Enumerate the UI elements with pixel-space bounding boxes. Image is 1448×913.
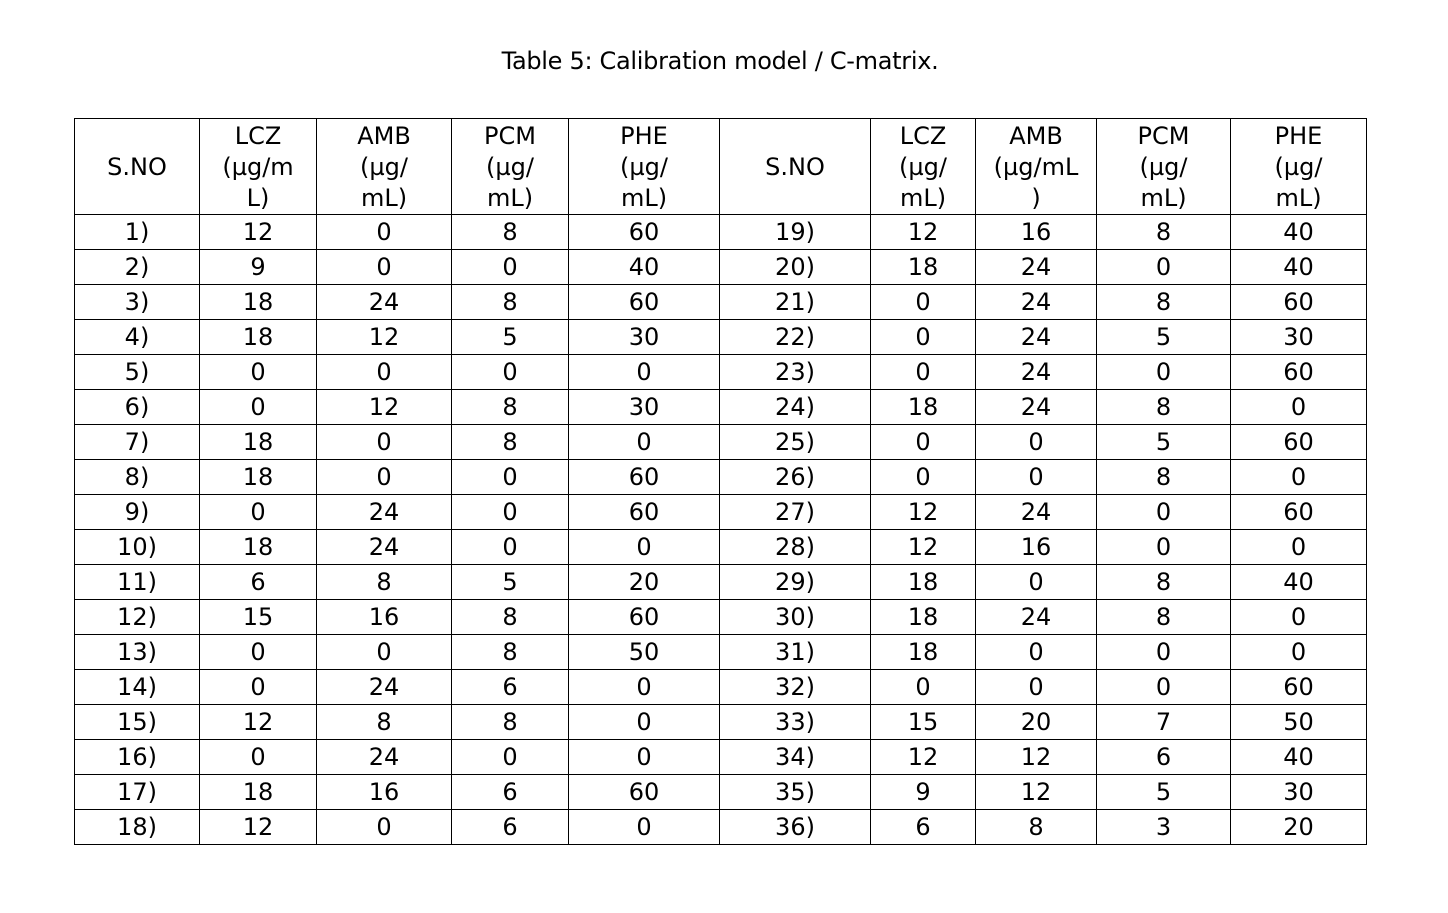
table-row: [75, 495, 1367, 530]
table-cell-pcm-left: 6: [452, 810, 569, 845]
column-header-text: AMB: [1009, 121, 1063, 150]
table-cell-amb-left: 24: [317, 285, 452, 320]
table-cell-amb-left: 24: [317, 530, 452, 565]
table-cell-sno-right: 28): [720, 530, 871, 565]
calibration-table: [74, 118, 1367, 845]
table-cell-sno-left: 9): [75, 495, 200, 530]
table-cell-pcm-left: 0: [452, 355, 569, 390]
table-cell-sno-right: 25): [720, 425, 871, 460]
table-cell-sno-left: 6): [75, 390, 200, 425]
column-header-pcm-right: [1097, 119, 1231, 215]
table-cell-phe-left: 0: [569, 670, 720, 705]
table-cell-amb-left: 8: [317, 705, 452, 740]
table-cell-sno-left: 10): [75, 530, 200, 565]
table-cell-amb-left: 0: [317, 810, 452, 845]
table-cell-amb-right: 24: [976, 285, 1097, 320]
table-cell-sno-right: 22): [720, 320, 871, 355]
table-cell-pcm-left: 0: [452, 740, 569, 775]
table-cell-sno-left: 17): [75, 775, 200, 810]
table-cell-lcz-left: 9: [200, 250, 317, 285]
table-cell-lcz-left: 12: [200, 705, 317, 740]
table-cell-pcm-left: 6: [452, 775, 569, 810]
table-cell-sno-left: 13): [75, 635, 200, 670]
table-cell-lcz-left: 0: [200, 670, 317, 705]
table-cell-amb-right: 24: [976, 390, 1097, 425]
column-header-lcz-left: [200, 119, 317, 215]
table-cell-lcz-left: 6: [200, 565, 317, 600]
table-row: [75, 775, 1367, 810]
table-row: [75, 705, 1367, 740]
table-cell-lcz-left: 18: [200, 320, 317, 355]
table-row: [75, 215, 1367, 250]
table-cell-sno-left: 18): [75, 810, 200, 845]
table-cell-amb-right: 16: [976, 530, 1097, 565]
table-cell-lcz-right: 0: [871, 320, 976, 355]
table-cell-lcz-right: 18: [871, 600, 976, 635]
table-cell-phe-left: 0: [569, 740, 720, 775]
table-cell-lcz-right: 9: [871, 775, 976, 810]
column-header-text: mL): [486, 183, 534, 212]
table-cell-amb-left: 16: [317, 775, 452, 810]
table-row: [75, 740, 1367, 775]
table-cell-pcm-left: 8: [452, 285, 569, 320]
table-cell-phe-left: 50: [569, 635, 720, 670]
table-row: [75, 320, 1367, 355]
table-cell-sno-right: 26): [720, 460, 871, 495]
table-cell-sno-left: 11): [75, 565, 200, 600]
table-cell-sno-left: 15): [75, 705, 200, 740]
table-row: [75, 530, 1367, 565]
table-cell-pcm-right: 8: [1097, 600, 1231, 635]
table-cell-amb-left: 16: [317, 600, 452, 635]
table-cell-amb-left: 12: [317, 390, 452, 425]
column-header-amb-left: [317, 119, 452, 215]
column-header-text: (µg/: [620, 152, 668, 181]
table-cell-phe-right: 30: [1231, 775, 1367, 810]
table-cell-phe-left: 60: [569, 775, 720, 810]
header-row: [75, 119, 1367, 215]
table-cell-sno-left: 12): [75, 600, 200, 635]
table-cell-sno-left: 8): [75, 460, 200, 495]
table-cell-sno-right: 30): [720, 600, 871, 635]
table-cell-lcz-right: 12: [871, 495, 976, 530]
table-cell-lcz-left: 18: [200, 530, 317, 565]
table-title: Table 5: Calibration model / C-matrix.: [501, 47, 939, 75]
table-cell-lcz-right: 18: [871, 390, 976, 425]
table-cell-sno-right: 35): [720, 775, 871, 810]
table-cell-lcz-left: 0: [200, 740, 317, 775]
table-cell-amb-right: 0: [976, 635, 1097, 670]
table-cell-amb-right: 0: [976, 460, 1097, 495]
table-row: [75, 460, 1367, 495]
column-header-phe-left: [569, 119, 720, 215]
table-row: [75, 355, 1367, 390]
column-header-lcz-right: [871, 119, 976, 215]
table-cell-phe-right: 40: [1231, 740, 1367, 775]
table-cell-phe-left: 60: [569, 215, 720, 250]
table-cell-sno-left: 1): [75, 215, 200, 250]
table-cell-phe-right: 0: [1231, 600, 1367, 635]
table-cell-phe-right: 30: [1231, 320, 1367, 355]
table-cell-pcm-left: 8: [452, 425, 569, 460]
column-header-text: (µg/m: [222, 152, 294, 181]
column-header-amb-right: [976, 119, 1097, 215]
table-row: [75, 565, 1367, 600]
table-cell-phe-left: 0: [569, 425, 720, 460]
column-header-text: (µg/: [1139, 152, 1188, 181]
column-header-text: (µg/: [360, 152, 408, 181]
table-cell-pcm-left: 5: [452, 565, 569, 600]
column-header-text: AMB: [357, 121, 411, 150]
table-cell-pcm-left: 5: [452, 320, 569, 355]
column-header-text: S.NO: [107, 152, 167, 181]
column-header-text: (µg/: [899, 152, 947, 181]
table-cell-lcz-right: 0: [871, 425, 976, 460]
table-row: [75, 635, 1367, 670]
table-cell-lcz-right: 12: [871, 530, 976, 565]
table-cell-lcz-left: 0: [200, 390, 317, 425]
table-cell-amb-right: 24: [976, 600, 1097, 635]
table-cell-phe-right: 0: [1231, 390, 1367, 425]
table-cell-phe-right: 40: [1231, 250, 1367, 285]
column-header-text: (µg/: [486, 152, 534, 181]
table-cell-phe-left: 60: [569, 495, 720, 530]
table-cell-pcm-left: 0: [452, 530, 569, 565]
table-cell-sno-right: 23): [720, 355, 871, 390]
table-cell-pcm-right: 7: [1097, 705, 1231, 740]
table-cell-pcm-right: 5: [1097, 320, 1231, 355]
table-cell-phe-right: 60: [1231, 285, 1367, 320]
column-header-text: mL): [899, 183, 947, 212]
table-cell-pcm-right: 8: [1097, 390, 1231, 425]
table-cell-lcz-left: 18: [200, 425, 317, 460]
table-cell-pcm-left: 8: [452, 635, 569, 670]
table-cell-amb-right: 24: [976, 495, 1097, 530]
table-cell-sno-right: 32): [720, 670, 871, 705]
table-cell-phe-left: 30: [569, 320, 720, 355]
table-cell-phe-right: 60: [1231, 425, 1367, 460]
table-cell-sno-left: 2): [75, 250, 200, 285]
table-cell-lcz-right: 6: [871, 810, 976, 845]
column-header-text: LCZ: [899, 121, 947, 150]
table-cell-sno-left: 5): [75, 355, 200, 390]
table-cell-phe-left: 30: [569, 390, 720, 425]
column-header-text: PHE: [620, 121, 668, 150]
table-cell-phe-right: 40: [1231, 215, 1367, 250]
table-cell-phe-right: 0: [1231, 530, 1367, 565]
table-cell-lcz-right: 0: [871, 460, 976, 495]
table-cell-lcz-left: 15: [200, 600, 317, 635]
table-cell-pcm-left: 8: [452, 705, 569, 740]
table-cell-amb-right: 24: [976, 355, 1097, 390]
table-cell-pcm-left: 8: [452, 390, 569, 425]
table-cell-pcm-right: 0: [1097, 530, 1231, 565]
table-cell-amb-right: 0: [976, 425, 1097, 460]
table-cell-pcm-left: 0: [452, 495, 569, 530]
table-cell-amb-left: 0: [317, 460, 452, 495]
table-cell-lcz-left: 0: [200, 495, 317, 530]
table-cell-lcz-right: 0: [871, 285, 976, 320]
table-row: [75, 425, 1367, 460]
table-cell-amb-left: 0: [317, 215, 452, 250]
table-cell-sno-right: 20): [720, 250, 871, 285]
table-cell-sno-right: 19): [720, 215, 871, 250]
table-cell-phe-right: 60: [1231, 495, 1367, 530]
table-cell-amb-right: 8: [976, 810, 1097, 845]
table-cell-pcm-left: 8: [452, 215, 569, 250]
column-header-text: L): [246, 183, 270, 212]
table-cell-amb-left: 0: [317, 425, 452, 460]
column-header-text: mL): [1140, 183, 1187, 212]
table-cell-phe-left: 40: [569, 250, 720, 285]
table-cell-sno-left: 14): [75, 670, 200, 705]
column-header-text: LCZ: [234, 121, 282, 150]
table-cell-lcz-left: 12: [200, 215, 317, 250]
column-header-text: mL): [620, 183, 668, 212]
table-cell-sno-left: 4): [75, 320, 200, 355]
table-cell-phe-right: 0: [1231, 460, 1367, 495]
table-cell-amb-left: 0: [317, 250, 452, 285]
table-cell-lcz-right: 12: [871, 740, 976, 775]
table-cell-sno-right: 31): [720, 635, 871, 670]
table-cell-amb-left: 24: [317, 495, 452, 530]
table-cell-lcz-left: 18: [200, 460, 317, 495]
table-cell-pcm-right: 5: [1097, 425, 1231, 460]
table-cell-amb-right: 12: [976, 775, 1097, 810]
table-cell-pcm-right: 0: [1097, 250, 1231, 285]
table-cell-amb-left: 12: [317, 320, 452, 355]
table-row: [75, 390, 1367, 425]
table-row: [75, 285, 1367, 320]
table-cell-pcm-right: 3: [1097, 810, 1231, 845]
table-body: [75, 215, 1367, 845]
table-cell-phe-left: 0: [569, 355, 720, 390]
table-cell-amb-right: 16: [976, 215, 1097, 250]
table-cell-pcm-right: 0: [1097, 635, 1231, 670]
column-header-sno-left: [75, 119, 200, 215]
table-cell-sno-right: 27): [720, 495, 871, 530]
column-header-text: (µg/mL: [993, 152, 1079, 181]
column-header-text: PHE: [1274, 121, 1323, 150]
table-cell-lcz-right: 0: [871, 670, 976, 705]
table-cell-lcz-left: 0: [200, 355, 317, 390]
table-cell-amb-left: 24: [317, 670, 452, 705]
table-row: [75, 250, 1367, 285]
table-cell-sno-left: 3): [75, 285, 200, 320]
table-cell-phe-left: 20: [569, 565, 720, 600]
table-row: [75, 670, 1367, 705]
table-row: [75, 810, 1367, 845]
column-header-text: S.NO: [765, 152, 825, 181]
column-header-text: PCM: [1137, 121, 1190, 150]
table-row: [75, 600, 1367, 635]
table-cell-lcz-left: 0: [200, 635, 317, 670]
table-cell-sno-right: 34): [720, 740, 871, 775]
table-cell-sno-left: 16): [75, 740, 200, 775]
table-cell-phe-right: 0: [1231, 635, 1367, 670]
table-cell-lcz-right: 12: [871, 215, 976, 250]
table-cell-pcm-left: 8: [452, 600, 569, 635]
table-cell-phe-left: 60: [569, 460, 720, 495]
table-cell-pcm-right: 0: [1097, 495, 1231, 530]
table-cell-sno-right: 21): [720, 285, 871, 320]
table-cell-pcm-right: 0: [1097, 670, 1231, 705]
column-header-text: PCM: [484, 121, 536, 150]
table-cell-pcm-right: 8: [1097, 285, 1231, 320]
table-cell-lcz-right: 15: [871, 705, 976, 740]
table-cell-lcz-right: 0: [871, 355, 976, 390]
table-cell-phe-left: 60: [569, 600, 720, 635]
table-cell-pcm-right: 8: [1097, 565, 1231, 600]
table-cell-amb-right: 0: [976, 670, 1097, 705]
table-cell-amb-left: 24: [317, 740, 452, 775]
table-cell-sno-right: 24): [720, 390, 871, 425]
table-cell-lcz-right: 18: [871, 565, 976, 600]
column-header-text: mL): [1275, 183, 1322, 212]
table-cell-amb-right: 20: [976, 705, 1097, 740]
table-cell-phe-right: 60: [1231, 670, 1367, 705]
table-cell-sno-right: 29): [720, 565, 871, 600]
table-cell-phe-left: 60: [569, 285, 720, 320]
column-header-text: ): [1031, 183, 1041, 212]
table-cell-lcz-right: 18: [871, 250, 976, 285]
table-cell-pcm-left: 0: [452, 460, 569, 495]
table-cell-sno-right: 36): [720, 810, 871, 845]
table-cell-lcz-left: 12: [200, 810, 317, 845]
table-cell-pcm-right: 0: [1097, 355, 1231, 390]
table-cell-lcz-left: 18: [200, 285, 317, 320]
table-cell-amb-right: 12: [976, 740, 1097, 775]
table-cell-pcm-right: 5: [1097, 775, 1231, 810]
column-header-sno-right: [720, 119, 871, 215]
table-cell-phe-right: 40: [1231, 565, 1367, 600]
table-cell-sno-left: 7): [75, 425, 200, 460]
table-cell-phe-right: 20: [1231, 810, 1367, 845]
column-header-pcm-left: [452, 119, 569, 215]
table-cell-pcm-right: 6: [1097, 740, 1231, 775]
table-cell-lcz-right: 18: [871, 635, 976, 670]
table-cell-pcm-left: 6: [452, 670, 569, 705]
table-cell-phe-right: 60: [1231, 355, 1367, 390]
table-cell-phe-left: 0: [569, 530, 720, 565]
table-cell-phe-left: 0: [569, 705, 720, 740]
table-cell-amb-right: 24: [976, 250, 1097, 285]
column-header-text: mL): [360, 183, 408, 212]
table-cell-sno-right: 33): [720, 705, 871, 740]
table-cell-phe-right: 50: [1231, 705, 1367, 740]
table-cell-lcz-left: 18: [200, 775, 317, 810]
table-cell-amb-right: 24: [976, 320, 1097, 355]
table-cell-amb-left: 0: [317, 635, 452, 670]
table-cell-pcm-right: 8: [1097, 460, 1231, 495]
column-header-text: (µg/: [1274, 152, 1323, 181]
table-cell-amb-right: 0: [976, 565, 1097, 600]
table-cell-phe-left: 0: [569, 810, 720, 845]
table-cell-pcm-left: 0: [452, 250, 569, 285]
table-cell-amb-left: 0: [317, 355, 452, 390]
table-cell-amb-left: 8: [317, 565, 452, 600]
table-cell-pcm-right: 8: [1097, 215, 1231, 250]
column-header-phe-right: [1231, 119, 1367, 215]
